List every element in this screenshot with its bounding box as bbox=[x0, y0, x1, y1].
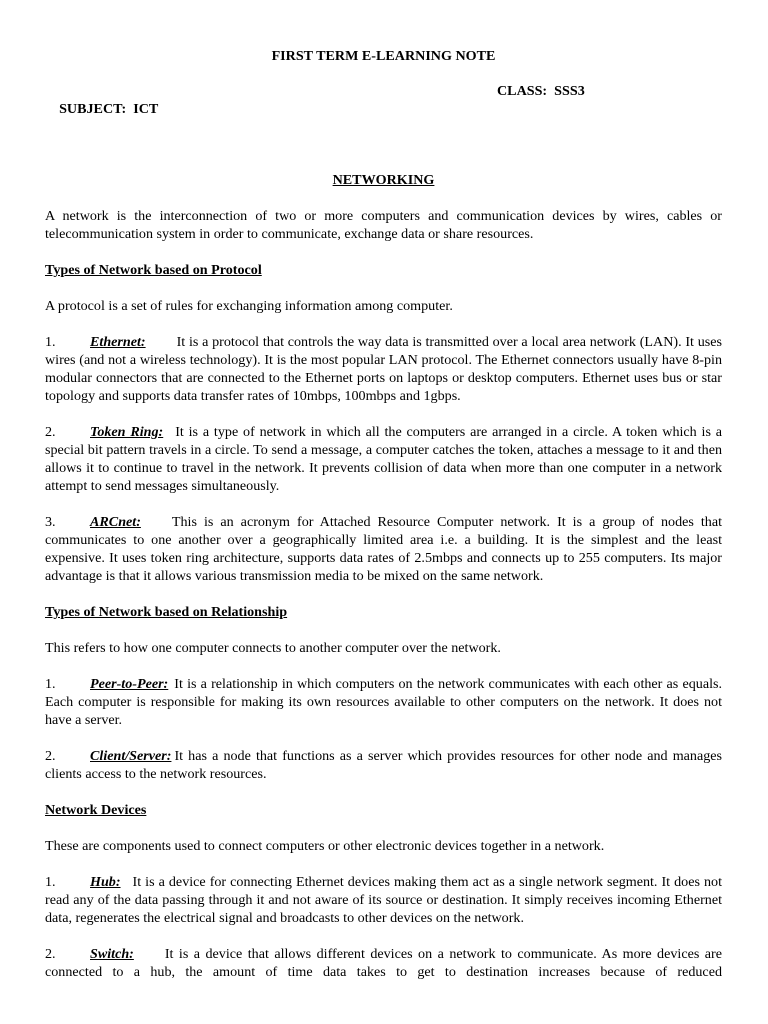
document-body bbox=[45, 207, 722, 999]
item-term: ARCnet: bbox=[90, 514, 141, 530]
item-term: Client/Server: bbox=[90, 748, 172, 764]
protocol-heading: Types of Network based on Protocol bbox=[45, 262, 262, 278]
item-text: It is a device that allows different devices on a network to communicate. As more devices are connected to a hub, the amount of time data takes to get to destination increases because of reduced bbox=[45, 946, 722, 980]
subject-label: SUBJECT: ICT bbox=[59, 101, 159, 117]
list-item-ethernet bbox=[45, 333, 722, 405]
item-text: It is a type of network in which all the computers are arranged in a circle. A token which is a special bit pattern travels in a circle. To send a message, a computer catches the token, attaches a message to it and then allows it to continue to travel in the network. It prevents collision of data when more than one computer in a network attempt to send messages simultaneously. bbox=[45, 424, 723, 494]
relationship-heading: Types of Network based on Relationship bbox=[45, 604, 288, 620]
list-item-hub bbox=[45, 873, 722, 927]
protocol-intro: A protocol is a set of rules for exchanging information among computer. bbox=[45, 298, 453, 314]
devices-heading: Network Devices bbox=[45, 802, 147, 818]
item-number: 3. bbox=[45, 514, 56, 530]
item-text: This is an acronym for Attached Resource Computer network. It is a group of nodes that communicates to one another over a geographically limited area i.e. a building. It is the simplest and the least expensive. It uses token ring architecture, supports data rates of 2.5mbps and connects up to 255 computers. Its major advantage is that it allows various transmission media to be mixed on the same network. bbox=[45, 514, 722, 584]
topic-title: NETWORKING bbox=[332, 172, 435, 188]
class-label: CLASS: SSS3 bbox=[497, 83, 585, 99]
list-item-client-server bbox=[45, 747, 722, 783]
item-number: 1. bbox=[45, 676, 56, 692]
item-term: Peer-to-Peer: bbox=[90, 676, 169, 692]
item-number: 1. bbox=[45, 874, 56, 890]
document-title: FIRST TERM E-LEARNING NOTE bbox=[271, 48, 496, 64]
item-number: 1. bbox=[45, 334, 56, 350]
list-item-token-ring bbox=[45, 423, 722, 495]
item-term: Switch: bbox=[90, 946, 134, 962]
item-term: Token Ring: bbox=[90, 424, 164, 440]
list-item-arcnet bbox=[45, 513, 722, 585]
list-item-switch bbox=[45, 945, 722, 981]
meta-row bbox=[45, 82, 722, 154]
item-term: Hub: bbox=[90, 874, 121, 890]
item-text: It is a device for connecting Ethernet devices making them act as a single network segment. It does not read any of the data passing through it and not aware of its source or destination. It simply receives incoming Ethernet data, regenerates the electrical signal and broadcasts to other devices on the network. bbox=[45, 874, 722, 926]
item-number: 2. bbox=[45, 748, 56, 764]
item-number: 2. bbox=[45, 946, 56, 962]
intro-paragraph: A network is the interconnection of two or more computers and communication devices by wires, cables or telecommunication system in order to communicate, exchange data or share resources. bbox=[45, 208, 722, 242]
list-item-peer-to-peer bbox=[45, 675, 722, 729]
item-text: It is a protocol that controls the way data is transmitted over a local area network (LAN). It uses wires (and not a wireless technology). It is the most popular LAN protocol. The Ethernet connectors usually have 8-pin modular connectors that are connected to the Ethernet ports on laptops or desktop computers. Ethernet uses bus or star topology and supports data transfer rates of 10mbps, 100mbps and 1gbps. bbox=[45, 334, 722, 404]
item-text: It has a node that functions as a server which provides resources for other node and manages clients access to the network resources. bbox=[45, 748, 722, 782]
relationship-intro: This refers to how one computer connects to another computer over the network. bbox=[45, 640, 501, 656]
item-text: It is a relationship in which computers on the network communicates with each other as equals. Each computer is responsible for making its own resources available to other computers on the network. It does not have a server. bbox=[45, 676, 722, 728]
item-number: 2. bbox=[45, 424, 56, 440]
item-term: Ethernet: bbox=[90, 334, 146, 350]
devices-intro: These are components used to connect computers or other electronic devices together in a network. bbox=[45, 838, 605, 854]
